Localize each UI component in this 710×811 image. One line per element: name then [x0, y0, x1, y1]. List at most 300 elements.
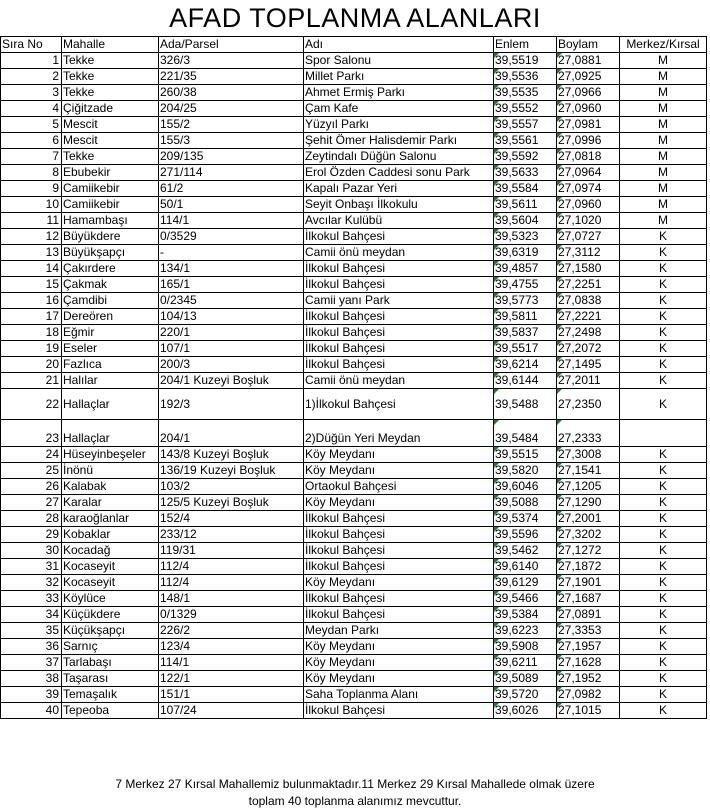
row-number-cell: 19: [1, 341, 62, 357]
block-parcel-cell: 122/1: [159, 671, 304, 687]
neighbourhood-cell: Tepeoba: [62, 703, 159, 719]
neighbourhood-cell: Çamdibi: [62, 293, 159, 309]
table-row: [1, 389, 707, 420]
block-parcel-cell: 0/1329: [159, 607, 304, 623]
neighbourhood-cell: Tekke: [62, 69, 159, 85]
longitude-cell: 27,2011: [557, 373, 620, 389]
block-parcel-cell: 0/3529: [159, 229, 304, 245]
longitude-cell: 27,1580: [557, 261, 620, 277]
latitude-cell: 39,5517: [494, 341, 557, 357]
latitude-cell: 39,6140: [494, 559, 557, 575]
row-number-cell: 25: [1, 463, 62, 479]
row-number-cell: 32: [1, 575, 62, 591]
center-rural-cell: K: [620, 309, 707, 325]
block-parcel-cell: 136/19 Kuzeyi Boşluk: [159, 463, 304, 479]
row-number-cell: 36: [1, 639, 62, 655]
table-row: [1, 623, 707, 639]
table-row: [1, 495, 707, 511]
row-number-cell: 2: [1, 69, 62, 85]
center-rural-cell: M: [620, 101, 707, 117]
block-parcel-cell: 114/1: [159, 213, 304, 229]
block-parcel-cell: 112/4: [159, 575, 304, 591]
table-row: [1, 293, 707, 309]
table-row: [1, 527, 707, 543]
area-name-cell: Çam Kafe: [304, 101, 494, 117]
area-name-cell: İlkokul Bahçesi: [304, 591, 494, 607]
row-number-cell: 24: [1, 447, 62, 463]
area-name-cell: Saha Toplanma Alanı: [304, 687, 494, 703]
area-name-cell: Köy Meydanı: [304, 655, 494, 671]
longitude-cell: 27,0981: [557, 117, 620, 133]
row-number-cell: 18: [1, 325, 62, 341]
latitude-cell: 39,5484: [494, 420, 557, 447]
neighbourhood-cell: Eğmir: [62, 325, 159, 341]
table-row: [1, 325, 707, 341]
block-parcel-cell: 134/1: [159, 261, 304, 277]
header-cell: Ada/Parsel: [159, 37, 304, 53]
latitude-cell: 39,5604: [494, 213, 557, 229]
area-name-cell: İlkokul Bahçesi: [304, 527, 494, 543]
neighbourhood-cell: Hallaçlar: [62, 389, 159, 420]
neighbourhood-cell: Kocadağ: [62, 543, 159, 559]
row-number-cell: 31: [1, 559, 62, 575]
table-row: [1, 575, 707, 591]
center-rural-cell: K: [620, 575, 707, 591]
longitude-cell: 27,1015: [557, 703, 620, 719]
neighbourhood-cell: Büyükşapçı: [62, 245, 159, 261]
center-rural-cell: M: [620, 69, 707, 85]
longitude-cell: 27,2251: [557, 277, 620, 293]
latitude-cell: 39,5837: [494, 325, 557, 341]
neighbourhood-cell: Mescit: [62, 133, 159, 149]
longitude-cell: 27,2498: [557, 325, 620, 341]
center-rural-cell: M: [620, 117, 707, 133]
latitude-cell: 39,5552: [494, 101, 557, 117]
latitude-cell: 39,5535: [494, 85, 557, 101]
area-name-cell: Köy Meydanı: [304, 495, 494, 511]
block-parcel-cell: 61/2: [159, 181, 304, 197]
header-cell: Mahalle: [62, 37, 159, 53]
area-name-cell: Meydan Parkı: [304, 623, 494, 639]
latitude-cell: 39,4755: [494, 277, 557, 293]
block-parcel-cell: 148/1: [159, 591, 304, 607]
row-number-cell: 26: [1, 479, 62, 495]
center-rural-cell: K: [620, 687, 707, 703]
block-parcel-cell: 155/2: [159, 117, 304, 133]
table-row: [1, 463, 707, 479]
center-rural-cell: K: [620, 341, 707, 357]
row-number-cell: 9: [1, 181, 62, 197]
neighbourhood-cell: Halılar: [62, 373, 159, 389]
center-rural-cell: K: [620, 703, 707, 719]
area-name-cell: İlkokul Bahçesi: [304, 277, 494, 293]
neighbourhood-cell: Çakırdere: [62, 261, 159, 277]
block-parcel-cell: 50/1: [159, 197, 304, 213]
latitude-cell: 39,5908: [494, 639, 557, 655]
center-rural-cell: K: [620, 559, 707, 575]
block-parcel-cell: 165/1: [159, 277, 304, 293]
center-rural-cell: M: [620, 197, 707, 213]
longitude-cell: 27,0964: [557, 165, 620, 181]
block-parcel-cell: 114/1: [159, 655, 304, 671]
neighbourhood-cell: Mescit: [62, 117, 159, 133]
center-rural-cell: K: [620, 479, 707, 495]
table-row: [1, 703, 707, 719]
row-number-cell: 13: [1, 245, 62, 261]
center-rural-cell: M: [620, 181, 707, 197]
row-number-cell: 11: [1, 213, 62, 229]
latitude-cell: 39,5720: [494, 687, 557, 703]
longitude-cell: 27,0982: [557, 687, 620, 703]
neighbourhood-cell: Büyükdere: [62, 229, 159, 245]
center-rural-cell: K: [620, 447, 707, 463]
center-rural-cell: K: [620, 229, 707, 245]
neighbourhood-cell: Çiğitzade: [62, 101, 159, 117]
neighbourhood-cell: Hamambaşı: [62, 213, 159, 229]
neighbourhood-cell: Taşarası: [62, 671, 159, 687]
latitude-cell: 39,5088: [494, 495, 557, 511]
block-parcel-cell: 204/25: [159, 101, 304, 117]
center-rural-cell: K: [620, 277, 707, 293]
area-name-cell: İlkokul Bahçesi: [304, 357, 494, 373]
block-parcel-cell: 200/3: [159, 357, 304, 373]
table-row: [1, 511, 707, 527]
latitude-cell: 39,6129: [494, 575, 557, 591]
block-parcel-cell: 143/8 Kuzeyi Boşluk: [159, 447, 304, 463]
header-cell: Adı: [304, 37, 494, 53]
table-row: [1, 559, 707, 575]
block-parcel-cell: 220/1: [159, 325, 304, 341]
longitude-cell: 27,2221: [557, 309, 620, 325]
table-row: [1, 591, 707, 607]
area-name-cell: 2)Düğün Yeri Meydan: [304, 420, 494, 447]
row-number-cell: 10: [1, 197, 62, 213]
latitude-cell: 39,5374: [494, 511, 557, 527]
longitude-cell: 27,0727: [557, 229, 620, 245]
center-rural-cell: K: [620, 261, 707, 277]
center-rural-cell: K: [620, 543, 707, 559]
area-name-cell: Ahmet Ermiş Parkı: [304, 85, 494, 101]
area-name-cell: Şehit Ömer Halisdemir Parkı: [304, 133, 494, 149]
longitude-cell: 27,0966: [557, 85, 620, 101]
center-rural-cell: K: [620, 655, 707, 671]
table-row: [1, 197, 707, 213]
table-row: [1, 165, 707, 181]
assembly-areas-table: [0, 36, 707, 719]
block-parcel-cell: 204/1 Kuzeyi Boşluk: [159, 373, 304, 389]
latitude-cell: 39,5323: [494, 229, 557, 245]
summary-note: [60, 776, 650, 810]
center-rural-cell: K: [620, 357, 707, 373]
center-rural-cell: K: [620, 511, 707, 527]
summary-line: toplam 40 toplanma alanımız mevcuttur.: [248, 794, 462, 808]
neighbourhood-cell: İnönü: [62, 463, 159, 479]
neighbourhood-cell: Küçükdere: [62, 607, 159, 623]
neighbourhood-cell: Tekke: [62, 149, 159, 165]
latitude-cell: 39,5820: [494, 463, 557, 479]
center-rural-cell: K: [620, 293, 707, 309]
sheet-title: AFAD TOPLANMA ALANLARI: [169, 3, 541, 33]
row-number-cell: 33: [1, 591, 62, 607]
latitude-cell: 39,5592: [494, 149, 557, 165]
block-parcel-cell: 192/3: [159, 389, 304, 420]
neighbourhood-cell: Çakmak: [62, 277, 159, 293]
table-row: [1, 181, 707, 197]
neighbourhood-cell: Temaşalık: [62, 687, 159, 703]
area-name-cell: Camii yanı Park: [304, 293, 494, 309]
latitude-cell: 39,5089: [494, 671, 557, 687]
area-name-cell: İlkokul Bahçesi: [304, 229, 494, 245]
table-body: [1, 53, 707, 719]
row-number-cell: 17: [1, 309, 62, 325]
center-rural-cell: M: [620, 149, 707, 165]
center-rural-cell: K: [620, 463, 707, 479]
center-rural-cell: K: [620, 325, 707, 341]
longitude-cell: 27,0974: [557, 181, 620, 197]
latitude-cell: 39,6211: [494, 655, 557, 671]
table-row: [1, 479, 707, 495]
neighbourhood-cell: Kocaseyit: [62, 559, 159, 575]
latitude-cell: 39,6214: [494, 357, 557, 373]
table-row: [1, 447, 707, 463]
row-number-cell: 14: [1, 261, 62, 277]
longitude-cell: 27,0996: [557, 133, 620, 149]
area-name-cell: Köy Meydanı: [304, 447, 494, 463]
table-row: [1, 69, 707, 85]
table-row: [1, 213, 707, 229]
center-rural-cell: K: [620, 495, 707, 511]
block-parcel-cell: 221/35: [159, 69, 304, 85]
block-parcel-cell: 226/2: [159, 623, 304, 639]
row-number-cell: 12: [1, 229, 62, 245]
latitude-cell: 39,5633: [494, 165, 557, 181]
neighbourhood-cell: Sarnıç: [62, 639, 159, 655]
longitude-cell: 27,1272: [557, 543, 620, 559]
longitude-cell: 27,2072: [557, 341, 620, 357]
table-row: [1, 420, 707, 447]
area-name-cell: Millet Parkı: [304, 69, 494, 85]
table-row: [1, 341, 707, 357]
center-rural-cell: K: [620, 527, 707, 543]
area-name-cell: İlkokul Bahçesi: [304, 341, 494, 357]
table-row: [1, 655, 707, 671]
latitude-cell: 39,5561: [494, 133, 557, 149]
block-parcel-cell: 107/1: [159, 341, 304, 357]
row-number-cell: 15: [1, 277, 62, 293]
center-rural-cell: M: [620, 53, 707, 69]
neighbourhood-cell: Hüseyinbeşeler: [62, 447, 159, 463]
area-name-cell: Camii önü meydan: [304, 245, 494, 261]
neighbourhood-cell: Dereören: [62, 309, 159, 325]
area-name-cell: Seyit Onbaşı İlkokulu: [304, 197, 494, 213]
table-row: [1, 373, 707, 389]
latitude-cell: 39,5488: [494, 389, 557, 420]
area-name-cell: Köy Meydanı: [304, 575, 494, 591]
row-number-cell: 34: [1, 607, 62, 623]
block-parcel-cell: 155/3: [159, 133, 304, 149]
latitude-cell: 39,5519: [494, 53, 557, 69]
row-number-cell: 28: [1, 511, 62, 527]
longitude-cell: 27,1952: [557, 671, 620, 687]
block-parcel-cell: 0/2345: [159, 293, 304, 309]
row-number-cell: 29: [1, 527, 62, 543]
area-name-cell: Avcılar Kulübü: [304, 213, 494, 229]
latitude-cell: 39,6223: [494, 623, 557, 639]
row-number-cell: 22: [1, 389, 62, 420]
latitude-cell: 39,5584: [494, 181, 557, 197]
neighbourhood-cell: Kalabak: [62, 479, 159, 495]
center-rural-cell: M: [620, 133, 707, 149]
latitude-cell: 39,5596: [494, 527, 557, 543]
center-rural-cell: K: [620, 623, 707, 639]
row-number-cell: 23: [1, 420, 62, 447]
block-parcel-cell: 107/24: [159, 703, 304, 719]
longitude-cell: 27,1872: [557, 559, 620, 575]
area-name-cell: Ortaokul Bahçesi: [304, 479, 494, 495]
area-name-cell: Zeytindalı Düğün Salonu: [304, 149, 494, 165]
table-row: [1, 133, 707, 149]
area-name-cell: İlkokul Bahçesi: [304, 543, 494, 559]
longitude-cell: 27,2001: [557, 511, 620, 527]
table-row: [1, 101, 707, 117]
area-name-cell: İlkokul Bahçesi: [304, 703, 494, 719]
center-rural-cell: K: [620, 607, 707, 623]
row-number-cell: 7: [1, 149, 62, 165]
block-parcel-cell: 119/31: [159, 543, 304, 559]
longitude-cell: 27,1628: [557, 655, 620, 671]
area-name-cell: İlkokul Bahçesi: [304, 559, 494, 575]
area-name-cell: İlkokul Bahçesi: [304, 309, 494, 325]
latitude-cell: 39,5536: [494, 69, 557, 85]
latitude-cell: 39,6144: [494, 373, 557, 389]
row-number-cell: 35: [1, 623, 62, 639]
header-cell: Boylam: [557, 37, 620, 53]
table-row: [1, 261, 707, 277]
latitude-cell: 39,5611: [494, 197, 557, 213]
neighbourhood-cell: Fazlıca: [62, 357, 159, 373]
block-parcel-cell: 326/3: [159, 53, 304, 69]
center-rural-cell: K: [620, 245, 707, 261]
longitude-cell: 27,3202: [557, 527, 620, 543]
row-number-cell: 16: [1, 293, 62, 309]
row-number-cell: 20: [1, 357, 62, 373]
block-parcel-cell: 112/4: [159, 559, 304, 575]
latitude-cell: 39,6026: [494, 703, 557, 719]
block-parcel-cell: 271/114: [159, 165, 304, 181]
center-rural-cell: K: [620, 389, 707, 420]
neighbourhood-cell: Hallaçlar: [62, 420, 159, 447]
table-row: [1, 671, 707, 687]
row-number-cell: 3: [1, 85, 62, 101]
longitude-cell: 27,3008: [557, 447, 620, 463]
center-rural-cell: M: [620, 165, 707, 181]
area-name-cell: Köy Meydanı: [304, 463, 494, 479]
table-row: [1, 117, 707, 133]
longitude-cell: 27,0960: [557, 197, 620, 213]
block-parcel-cell: 125/5 Kuzeyi Boşluk: [159, 495, 304, 511]
area-name-cell: Yüzyıl Parkı: [304, 117, 494, 133]
table-row: [1, 85, 707, 101]
area-name-cell: İlkokul Bahçesi: [304, 511, 494, 527]
longitude-cell: 27,1541: [557, 463, 620, 479]
center-rural-cell: K: [620, 591, 707, 607]
center-rural-cell: K: [620, 373, 707, 389]
latitude-cell: 39,5773: [494, 293, 557, 309]
longitude-cell: 27,0925: [557, 69, 620, 85]
latitude-cell: 39,6319: [494, 245, 557, 261]
longitude-cell: 27,1205: [557, 479, 620, 495]
header-row: [1, 37, 707, 53]
header-cell: Enlem: [494, 37, 557, 53]
table-row: [1, 639, 707, 655]
center-rural-cell: K: [620, 639, 707, 655]
neighbourhood-cell: Köylüce: [62, 591, 159, 607]
table-row: [1, 277, 707, 293]
latitude-cell: 39,5462: [494, 543, 557, 559]
table-row: [1, 357, 707, 373]
table-row: [1, 245, 707, 261]
neighbourhood-cell: Küçükşapçı: [62, 623, 159, 639]
longitude-cell: 27,2333: [557, 420, 620, 447]
row-number-cell: 21: [1, 373, 62, 389]
latitude-cell: 39,4857: [494, 261, 557, 277]
area-name-cell: İlkokul Bahçesi: [304, 607, 494, 623]
table-row: [1, 53, 707, 69]
area-name-cell: Köy Meydanı: [304, 671, 494, 687]
row-number-cell: 5: [1, 117, 62, 133]
longitude-cell: 27,0818: [557, 149, 620, 165]
longitude-cell: 27,1957: [557, 639, 620, 655]
row-number-cell: 27: [1, 495, 62, 511]
table-row: [1, 543, 707, 559]
neighbourhood-cell: Kobaklar: [62, 527, 159, 543]
neighbourhood-cell: Camiikebir: [62, 181, 159, 197]
block-parcel-cell: 204/1: [159, 420, 304, 447]
area-name-cell: Erol Özden Caddesi sonu Park: [304, 165, 494, 181]
longitude-cell: 27,0960: [557, 101, 620, 117]
area-name-cell: Camii önü meydan: [304, 373, 494, 389]
latitude-cell: 39,5466: [494, 591, 557, 607]
table-row: [1, 149, 707, 165]
row-number-cell: 6: [1, 133, 62, 149]
summary-line: 7 Merkez 27 Kırsal Mahallemiz bulunmaktadır.11 Merkez 29 Kırsal Mahallede olmak üzere: [115, 777, 595, 791]
neighbourhood-cell: karaoğlanlar: [62, 511, 159, 527]
latitude-cell: 39,5384: [494, 607, 557, 623]
area-name-cell: 1)İlkokul Bahçesi: [304, 389, 494, 420]
longitude-cell: 27,1020: [557, 213, 620, 229]
neighbourhood-cell: Tekke: [62, 85, 159, 101]
header-cell: Sıra No: [1, 37, 62, 53]
longitude-cell: 27,1495: [557, 357, 620, 373]
neighbourhood-cell: Eseler: [62, 341, 159, 357]
neighbourhood-cell: Tekke: [62, 53, 159, 69]
longitude-cell: 27,3353: [557, 623, 620, 639]
area-name-cell: İlkokul Bahçesi: [304, 325, 494, 341]
longitude-cell: 27,3112: [557, 245, 620, 261]
row-number-cell: 1: [1, 53, 62, 69]
row-number-cell: 40: [1, 703, 62, 719]
latitude-cell: 39,6046: [494, 479, 557, 495]
neighbourhood-cell: Kocaseyit: [62, 575, 159, 591]
center-rural-cell: [620, 420, 707, 447]
row-number-cell: 37: [1, 655, 62, 671]
latitude-cell: 39,5557: [494, 117, 557, 133]
area-name-cell: Kapalı Pazar Yeri: [304, 181, 494, 197]
center-rural-cell: M: [620, 85, 707, 101]
row-number-cell: 38: [1, 671, 62, 687]
longitude-cell: 27,0881: [557, 53, 620, 69]
area-name-cell: Spor Salonu: [304, 53, 494, 69]
